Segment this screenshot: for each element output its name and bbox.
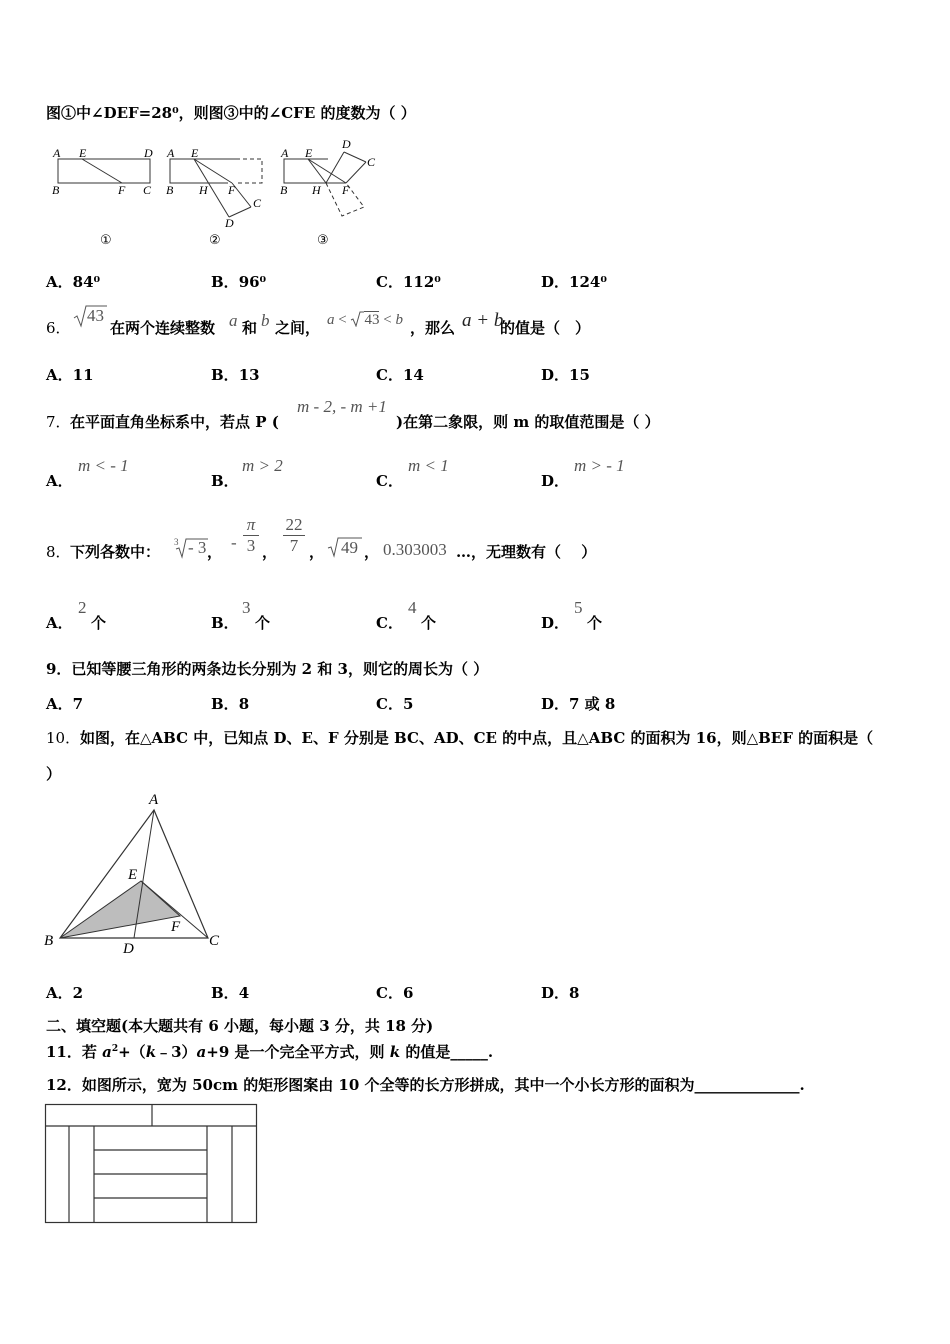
- q7-option-b-letter[interactable]: B．: [211, 472, 239, 490]
- fig3-label-h: H: [312, 183, 321, 197]
- fig1-label-a: A: [53, 146, 61, 160]
- q10-option-d[interactable]: D．8: [541, 984, 580, 1002]
- q10-option-c[interactable]: C．6: [376, 984, 414, 1002]
- q9-option-d[interactable]: D．7 或 8: [541, 695, 616, 713]
- label-a: A: [149, 792, 159, 808]
- q6-option-c[interactable]: C．14: [376, 366, 424, 384]
- q10-stem-end: ）: [46, 765, 62, 783]
- q7-coordinates: m - 2, - m +1: [297, 397, 387, 416]
- q10-stem: 如图，在△ABC 中，已知点 D、E、F 分别是 BC、AD、CE 的中点，且△ABC 的面积为 16，则△BEF 的面积是（: [80, 729, 874, 747]
- q8-option-a-num: 2: [78, 598, 87, 617]
- q6-sum: a + b: [462, 310, 504, 331]
- q8-decimal: 0.303003: [383, 540, 447, 559]
- q8-neg-sign: -: [231, 533, 237, 552]
- q8-sqrt-radicand: 49: [341, 538, 358, 557]
- q5-figure-2: [170, 159, 262, 217]
- q7-number: 7．: [46, 413, 71, 431]
- q5-figure-3: [284, 152, 366, 216]
- q5-option-b[interactable]: B．96⁰: [211, 273, 267, 291]
- q5-figures: [46, 140, 396, 252]
- q8-text-2: …，无理数有（ ）: [456, 543, 597, 561]
- label-e: E: [128, 867, 138, 883]
- fig2-label-d: D: [225, 216, 234, 230]
- q6-var-a: a: [229, 311, 238, 330]
- q12-rectangle-pattern: [44, 1103, 260, 1225]
- q6-text-2: 之间，: [275, 319, 321, 337]
- fig2-label-h: H: [199, 183, 208, 197]
- q10-option-b[interactable]: B．4: [211, 984, 250, 1002]
- q6-ineq-sqrt-sign: [350, 311, 364, 327]
- q8-option-b-letter[interactable]: B．: [211, 614, 239, 632]
- q7-option-a-text: m < - 1: [78, 456, 129, 475]
- fig2-caption: ②: [209, 233, 221, 248]
- q10-number: 10．: [46, 729, 81, 747]
- label-d: D: [123, 941, 134, 957]
- fig1-label-d: D: [144, 146, 153, 160]
- fig3-caption: ③: [317, 233, 329, 248]
- q10-triangle-figure: [40, 788, 230, 958]
- q8-comma-3: ，: [309, 543, 325, 561]
- q8-comma-1: ，: [207, 543, 223, 561]
- shaded-triangle-bef: [60, 881, 180, 938]
- q8-cbrt-radicand: - 3: [188, 538, 207, 557]
- q6-text-1: 在两个连续整数: [110, 319, 216, 337]
- fig1-label-f: F: [118, 183, 126, 197]
- q5-figure-1: [58, 159, 150, 183]
- fig1-label-e: E: [79, 146, 87, 160]
- q7-option-a-letter[interactable]: A．: [46, 472, 73, 490]
- q8-option-a-unit: 个: [91, 614, 107, 632]
- q6-text-he: 和: [242, 319, 258, 337]
- q6-option-b[interactable]: B．13: [211, 366, 260, 384]
- q5-stem: 图①中∠DEF=28⁰，则图③中的∠CFE 的度数为（ ）: [46, 104, 416, 122]
- q9-option-a[interactable]: A．7: [46, 695, 84, 713]
- q11-text: 11．若 $a^2+(k﹣3)a+9$ 是一个完全平方式，则 k 的值是_____.: [46, 1043, 494, 1061]
- q6-inequality: a < 43 < b: [327, 312, 403, 328]
- q9-option-b[interactable]: B．8: [211, 695, 250, 713]
- q8-option-b-num: 3: [242, 598, 251, 617]
- q6-text-3: ，那么: [410, 319, 456, 337]
- label-c: C: [209, 933, 220, 949]
- q8-option-d-num: 5: [574, 598, 583, 617]
- q5-option-d[interactable]: D．124⁰: [541, 273, 607, 291]
- label-f: F: [171, 919, 181, 935]
- fig2-label-e: E: [191, 146, 199, 160]
- fig3-label-d: D: [342, 140, 351, 151]
- q12-stem: 12．如图所示，宽为 50cm 的矩形图案由 10 个全等的长方形拼成，其中一个小长方形的面积为______________.: [46, 1076, 805, 1094]
- q6-radicand: 43: [87, 306, 104, 325]
- fig1-label-b: B: [52, 183, 60, 197]
- q8-option-a-letter[interactable]: A．: [46, 614, 73, 632]
- q8-option-d-letter[interactable]: D．: [541, 614, 570, 632]
- q7-text-2: )在第二象限，则 m 的取值范围是（ ）: [396, 413, 660, 431]
- q5-option-c[interactable]: C．112⁰: [376, 273, 441, 291]
- section-2-heading: 二、填空题(本大题共有 6 小题，每小题 3 分，共 18 分): [46, 1017, 434, 1035]
- q5-option-a[interactable]: A．84⁰: [46, 273, 101, 291]
- q9-stem: 9．已知等腰三角形的两条边长分别为 2 和 3，则它的周长为（ ）: [46, 660, 489, 678]
- q6-number: 6．: [46, 319, 71, 337]
- q8-option-c-num: 4: [408, 598, 417, 617]
- q8-option-b-unit: 个: [255, 614, 271, 632]
- q8-fraction-pi-3: $\frac{\pi}{3}$: [243, 515, 259, 556]
- fig1-label-c: C: [143, 183, 152, 197]
- q7-option-d-text: m > - 1: [574, 456, 625, 475]
- q8-option-d-unit: 个: [587, 614, 603, 632]
- q7-text-1: 在平面直角坐标系中，若点 P (: [70, 413, 279, 431]
- q8-comma-2: ，: [262, 543, 278, 561]
- q6-var-b: b: [261, 311, 270, 330]
- q9-option-c[interactable]: C．5: [376, 695, 414, 713]
- label-b: B: [44, 933, 54, 949]
- q7-option-d-letter[interactable]: D．: [541, 472, 570, 490]
- q7-option-b-text: m > 2: [242, 456, 283, 475]
- fig2-label-f: F: [228, 183, 236, 197]
- q8-number: 8．: [46, 543, 71, 561]
- fig3-label-a: A: [281, 146, 289, 160]
- fig3-label-b: B: [280, 183, 288, 197]
- q7-option-c-letter[interactable]: C．: [376, 472, 403, 490]
- q8-cbrt-index: 3: [174, 537, 179, 547]
- outer-rectangle: [46, 1105, 257, 1223]
- fig3-label-c: C: [367, 155, 376, 169]
- fig3-label-e: E: [305, 146, 313, 160]
- fig2-label-c: C: [253, 196, 262, 210]
- fig1-caption: ①: [100, 233, 112, 248]
- q8-comma-4: ，: [364, 543, 380, 561]
- fig2-label-a: A: [167, 146, 175, 160]
- fig3-label-f: F: [342, 183, 350, 197]
- q6-text-4: 的值是（ ）: [500, 319, 591, 337]
- q6-option-a[interactable]: A．11: [46, 366, 94, 384]
- q8-text-1: 下列各数中：: [70, 543, 161, 561]
- fig2-label-b: B: [166, 183, 174, 197]
- q8-fraction-22-7: $\frac{22}{7}$: [283, 515, 305, 556]
- q10-option-a[interactable]: A．2: [46, 984, 84, 1002]
- q8-option-c-unit: 个: [421, 614, 437, 632]
- q7-option-c-text: m < 1: [408, 456, 449, 475]
- q8-option-c-letter[interactable]: C．: [376, 614, 403, 632]
- q6-option-d[interactable]: D．15: [541, 366, 590, 384]
